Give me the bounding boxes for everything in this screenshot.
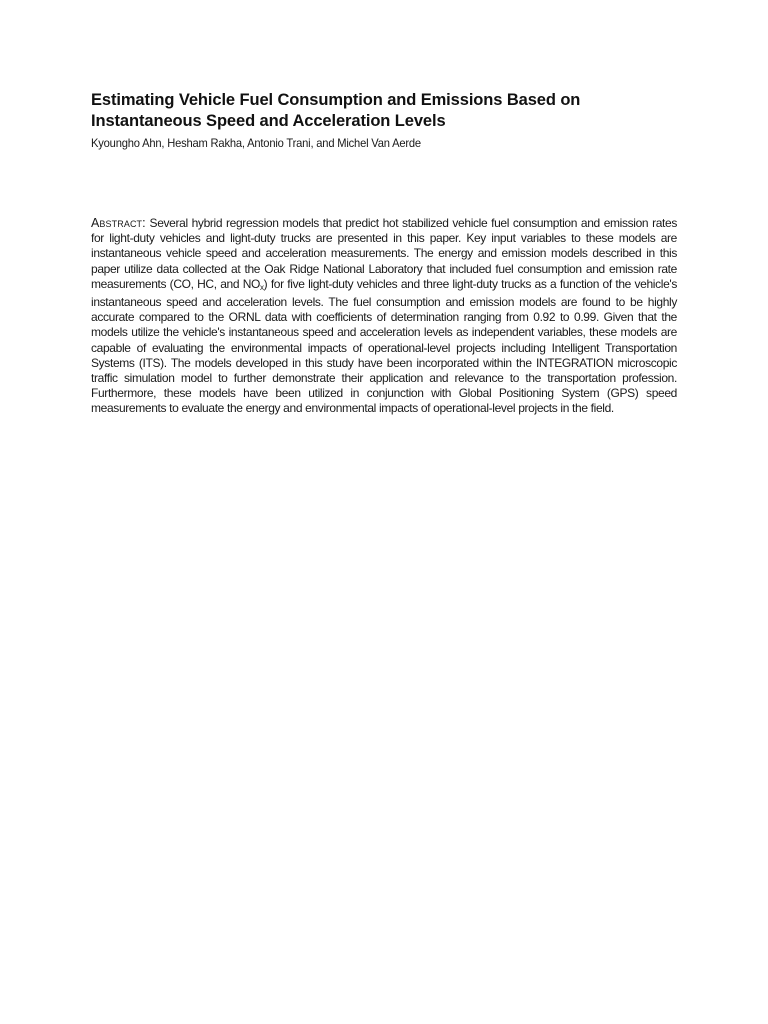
abstract-subscript: x — [260, 282, 264, 292]
abstract-text-part-2: ) for five light-duty vehicles and three light-duty trucks as a function of the vehicle's instantaneous speed and acceleration levels. The fuel consumption and emission models are found to be highly accurate compared to the ORNL data with coefficients of determination ranging from 0.92 to 0.99. Given that the models utilize the vehicle's instantaneous speed and acceleration levels as independent variables, these models are capable of evaluating the environmental impacts of operational-level projects including Intelligent Transportation Systems (ITS). The models developed in this study have been incorporated within the INTEGRATION microscopic traffic simulation model to further demonstrate their application and relevance to the transportation profession. Furthermore, these models have been utilized in conjunction with Global Positioning System (GPS) speed measurements to evaluate the energy and environmental impacts of operational-level projects in the field. — [91, 276, 678, 416]
paper-title — [91, 90, 691, 132]
paper-title-line-1: Estimating Vehicle Fuel Consumption and Emissions Based on — [91, 91, 581, 109]
abstract-label: Abstract: — [91, 216, 146, 230]
abstract-text-part-1: Several hybrid regression models that predict hot stabilized vehicle fuel consumption and emission rates for light-duty vehicles and light-duty trucks are presented in this paper. Key input variables to these models are instantaneous vehicle speed and acceleration measurements. The energy and emission models described in this paper utilize data collected at the Oak Ridge National Laboratory that included fuel consumption and emission rate measurements (CO, HC, and NO — [91, 216, 677, 291]
paper-abstract — [91, 216, 677, 417]
paper-authors: Kyoungho Ahn, Hesham Rakha, Antonio Trani, and Michel Van Aerde — [91, 136, 421, 150]
paper-title-line-2: Instantaneous Speed and Acceleration Levels — [91, 112, 446, 130]
